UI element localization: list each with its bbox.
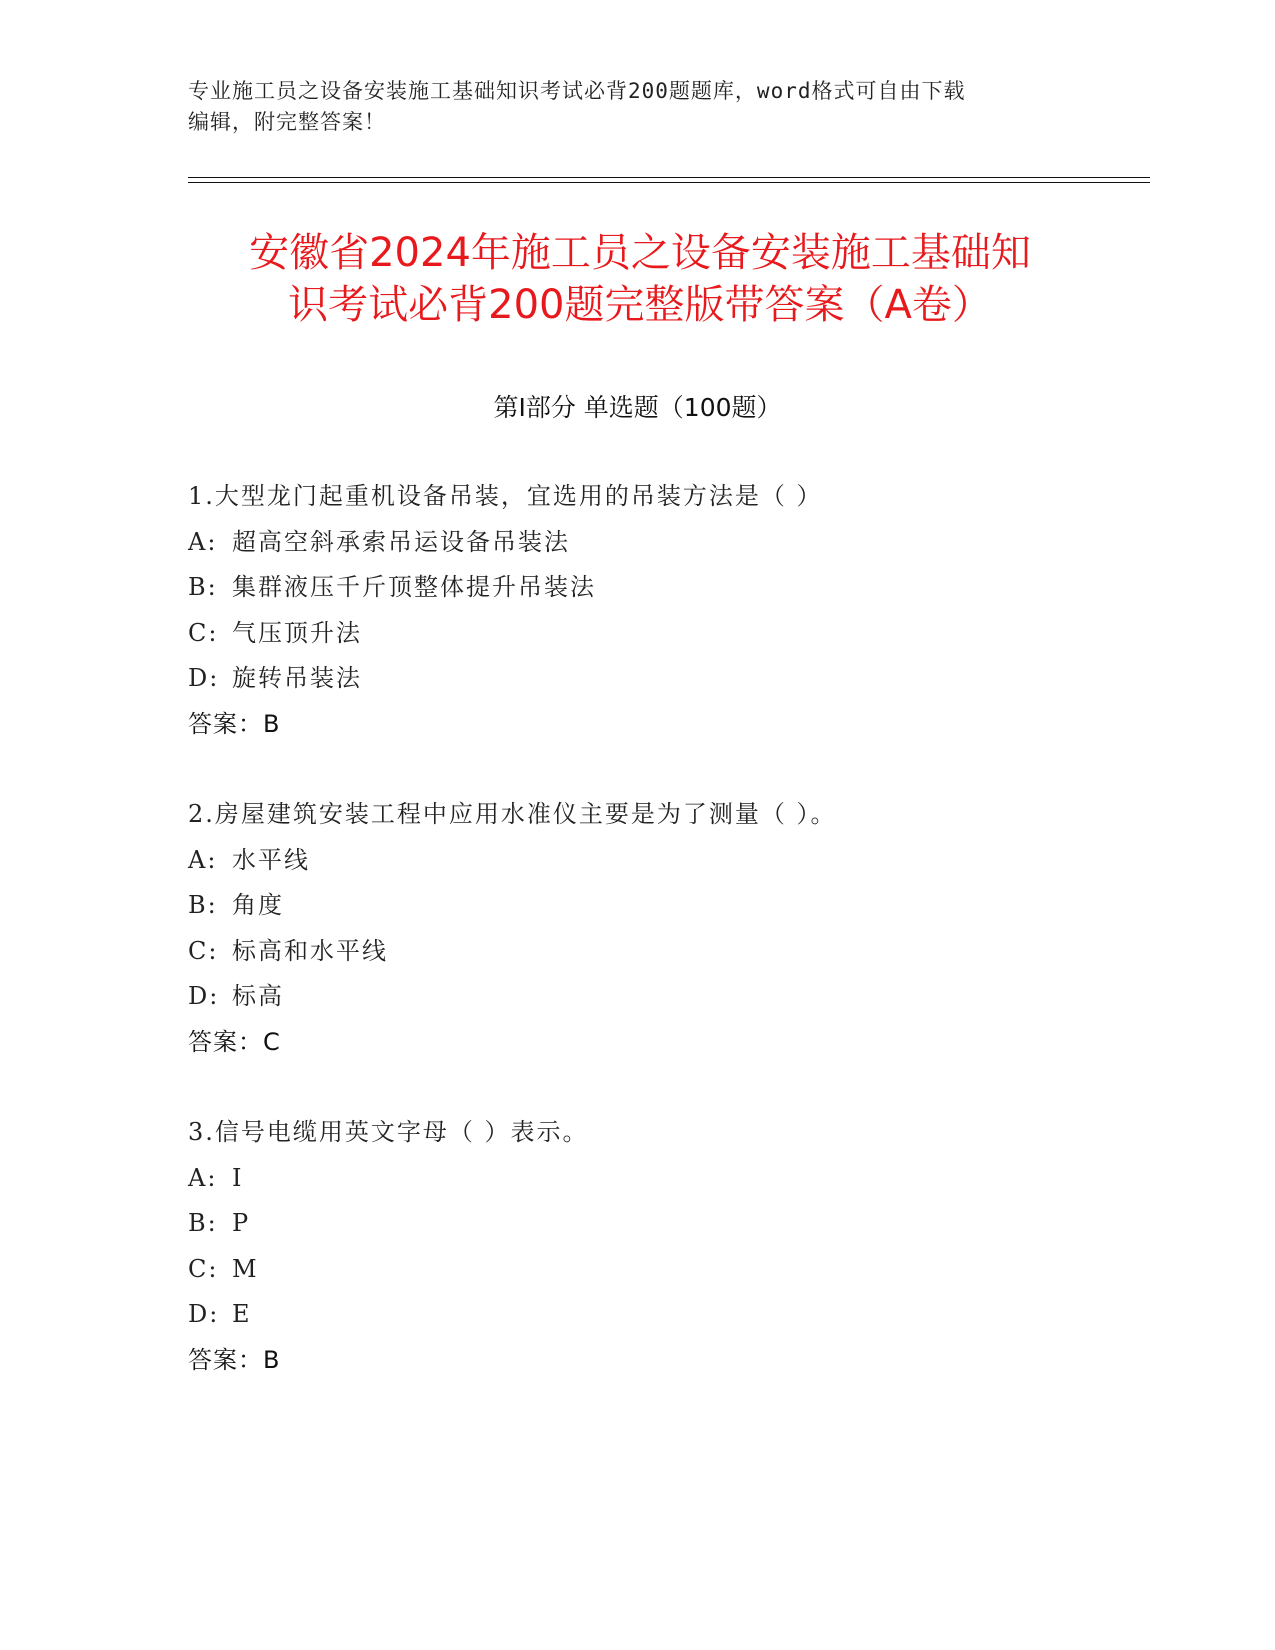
option-d — [188, 974, 1138, 1020]
question-stem: 2.房屋建筑安装工程中应用水准仪主要是为了测量（ ）。 — [188, 800, 837, 828]
option-key: C: — [188, 936, 219, 965]
option-b — [188, 565, 1138, 611]
option-a — [188, 520, 1138, 566]
option-key: B: — [188, 891, 218, 919]
option-b — [188, 883, 1138, 929]
header-note-line-2: 编辑，附完整答案！ — [188, 110, 386, 134]
option-text: 旋转吊装法 — [232, 664, 362, 692]
option-text: 标高 — [232, 982, 284, 1010]
option-key: A: — [188, 527, 218, 556]
header-divider-top — [188, 177, 1150, 178]
header-divider-bottom — [188, 182, 1150, 183]
option-key: B: — [188, 1209, 218, 1237]
option-key: C: — [188, 618, 219, 647]
header-note — [188, 76, 1088, 138]
answer-line: 答案：B — [188, 709, 281, 738]
option-text: E — [232, 1300, 252, 1328]
option-d — [188, 1292, 1138, 1338]
option-text: 超高空斜承索吊运设备吊装法 — [232, 527, 570, 556]
section-heading: 第Ⅰ部分 单选题（100题） — [493, 393, 782, 422]
document-title-line-1: 安徽省2024年施工员之设备安装施工基础知 — [249, 230, 1031, 276]
option-text: 集群液压千斤顶整体提升吊装法 — [232, 573, 596, 601]
option-key: A: — [188, 845, 218, 874]
option-c — [188, 1247, 1138, 1293]
option-key: C: — [188, 1254, 219, 1283]
option-key: D: — [188, 1300, 220, 1328]
option-a — [188, 1156, 1138, 1202]
option-text: 标高和水平线 — [232, 936, 388, 965]
option-text: 角度 — [232, 891, 284, 919]
question-1 — [188, 474, 1138, 747]
option-c — [188, 611, 1138, 657]
option-text: P — [232, 1209, 251, 1237]
document-title — [140, 227, 1140, 331]
answer-line: 答案：C — [188, 1027, 281, 1056]
option-text: 水平线 — [232, 845, 310, 874]
option-key: B: — [188, 573, 218, 601]
header-note-line-1: 专业施工员之设备安装施工基础知识考试必背200题题库，word格式可自由下载 — [188, 79, 966, 103]
question-stem: 1.大型龙门起重机设备吊装，宜选用的吊装方法是（ ） — [188, 482, 823, 510]
option-text: I — [232, 1163, 244, 1192]
option-b — [188, 1201, 1138, 1247]
option-key: A: — [188, 1163, 218, 1192]
option-key: D: — [188, 664, 220, 692]
option-key: D: — [188, 982, 220, 1010]
answer-line: 答案：B — [188, 1345, 281, 1374]
option-a — [188, 838, 1138, 884]
option-d — [188, 656, 1138, 702]
document-title-line-2: 识考试必背200题完整版带答案（A卷） — [288, 282, 992, 328]
question-2 — [188, 792, 1138, 1065]
question-3 — [188, 1110, 1138, 1383]
option-text: 气压顶升法 — [232, 618, 362, 647]
option-text: M — [232, 1254, 259, 1283]
option-c — [188, 929, 1138, 975]
question-stem: 3.信号电缆用英文字母（ ）表示。 — [188, 1118, 589, 1146]
